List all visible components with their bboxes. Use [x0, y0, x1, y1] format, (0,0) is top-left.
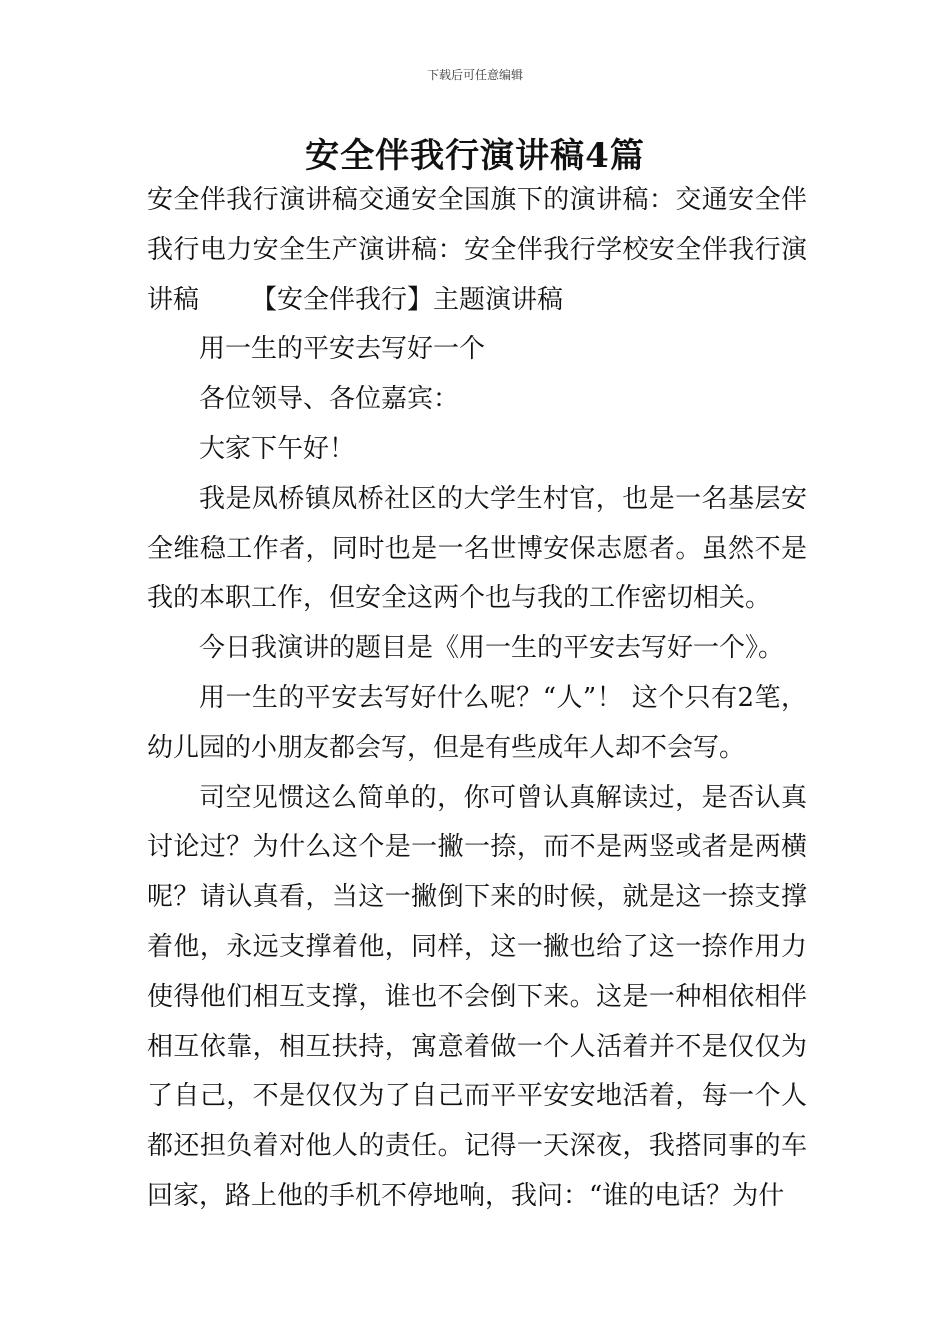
- body-paragraph: 用一生的平安去写好什么呢？“人”！ 这个只有2笔，幼儿园的小朋友都会写，但是有些成年人却不会写。: [147, 682, 807, 763]
- body-paragraph: 司空见惯这么简单的，你可曾认真解读过，是否认真讨论过？为什么这个是一撇一捺，而不是两竖或者是两横呢？请认真看，当这一撇倒下来的时候，就是这一捺支撑着他，永远支撑着他，同样，这一撇也给了这一捺作用力使得他们相互支撑，谁也不会倒下来。这是一种相依相伴相互依靠，相互扶持，寓意着做一个人活着并不是仅仅为了自己，不是仅仅为了自己而平平安安地活着，每一个人都还担负着对他人的责任。记得一天深夜，我搭同事的车回家，路上他的手机不停地响，我问：“谁的电话？为什: [147, 782, 807, 1211]
- header-note: 下载后可任意编辑: [426, 68, 523, 82]
- intro-paragraph: [147, 176, 807, 325]
- greeting: 大家下午好！: [199, 433, 356, 464]
- intro-subtitle: 【安全伴我行】主题演讲稿: [251, 284, 564, 315]
- body-paragraph: 今日我演讲的题目是《用一生的平安去写好一个》。: [199, 633, 785, 664]
- salutation: 各位领导、各位嘉宾：: [199, 384, 460, 415]
- speech-title-line: 用一生的平安去写好一个: [199, 334, 486, 365]
- body-paragraph: 我是凤桥镇凤桥社区的大学生村官，也是一名基层安全维稳工作者，同时也是一名世博安保志愿者。虽然不是我的本职工作，但安全这两个也与我的工作密切相关。: [147, 483, 807, 614]
- document-body: [147, 176, 807, 1222]
- intro-text: 安全伴我行演讲稿交通安全国旗下的演讲稿：交通安全伴我行电力安全生产演讲稿：安全伴我行学校安全伴我行演讲稿: [147, 185, 807, 315]
- document-title: 安全伴我行演讲稿4篇: [305, 136, 645, 176]
